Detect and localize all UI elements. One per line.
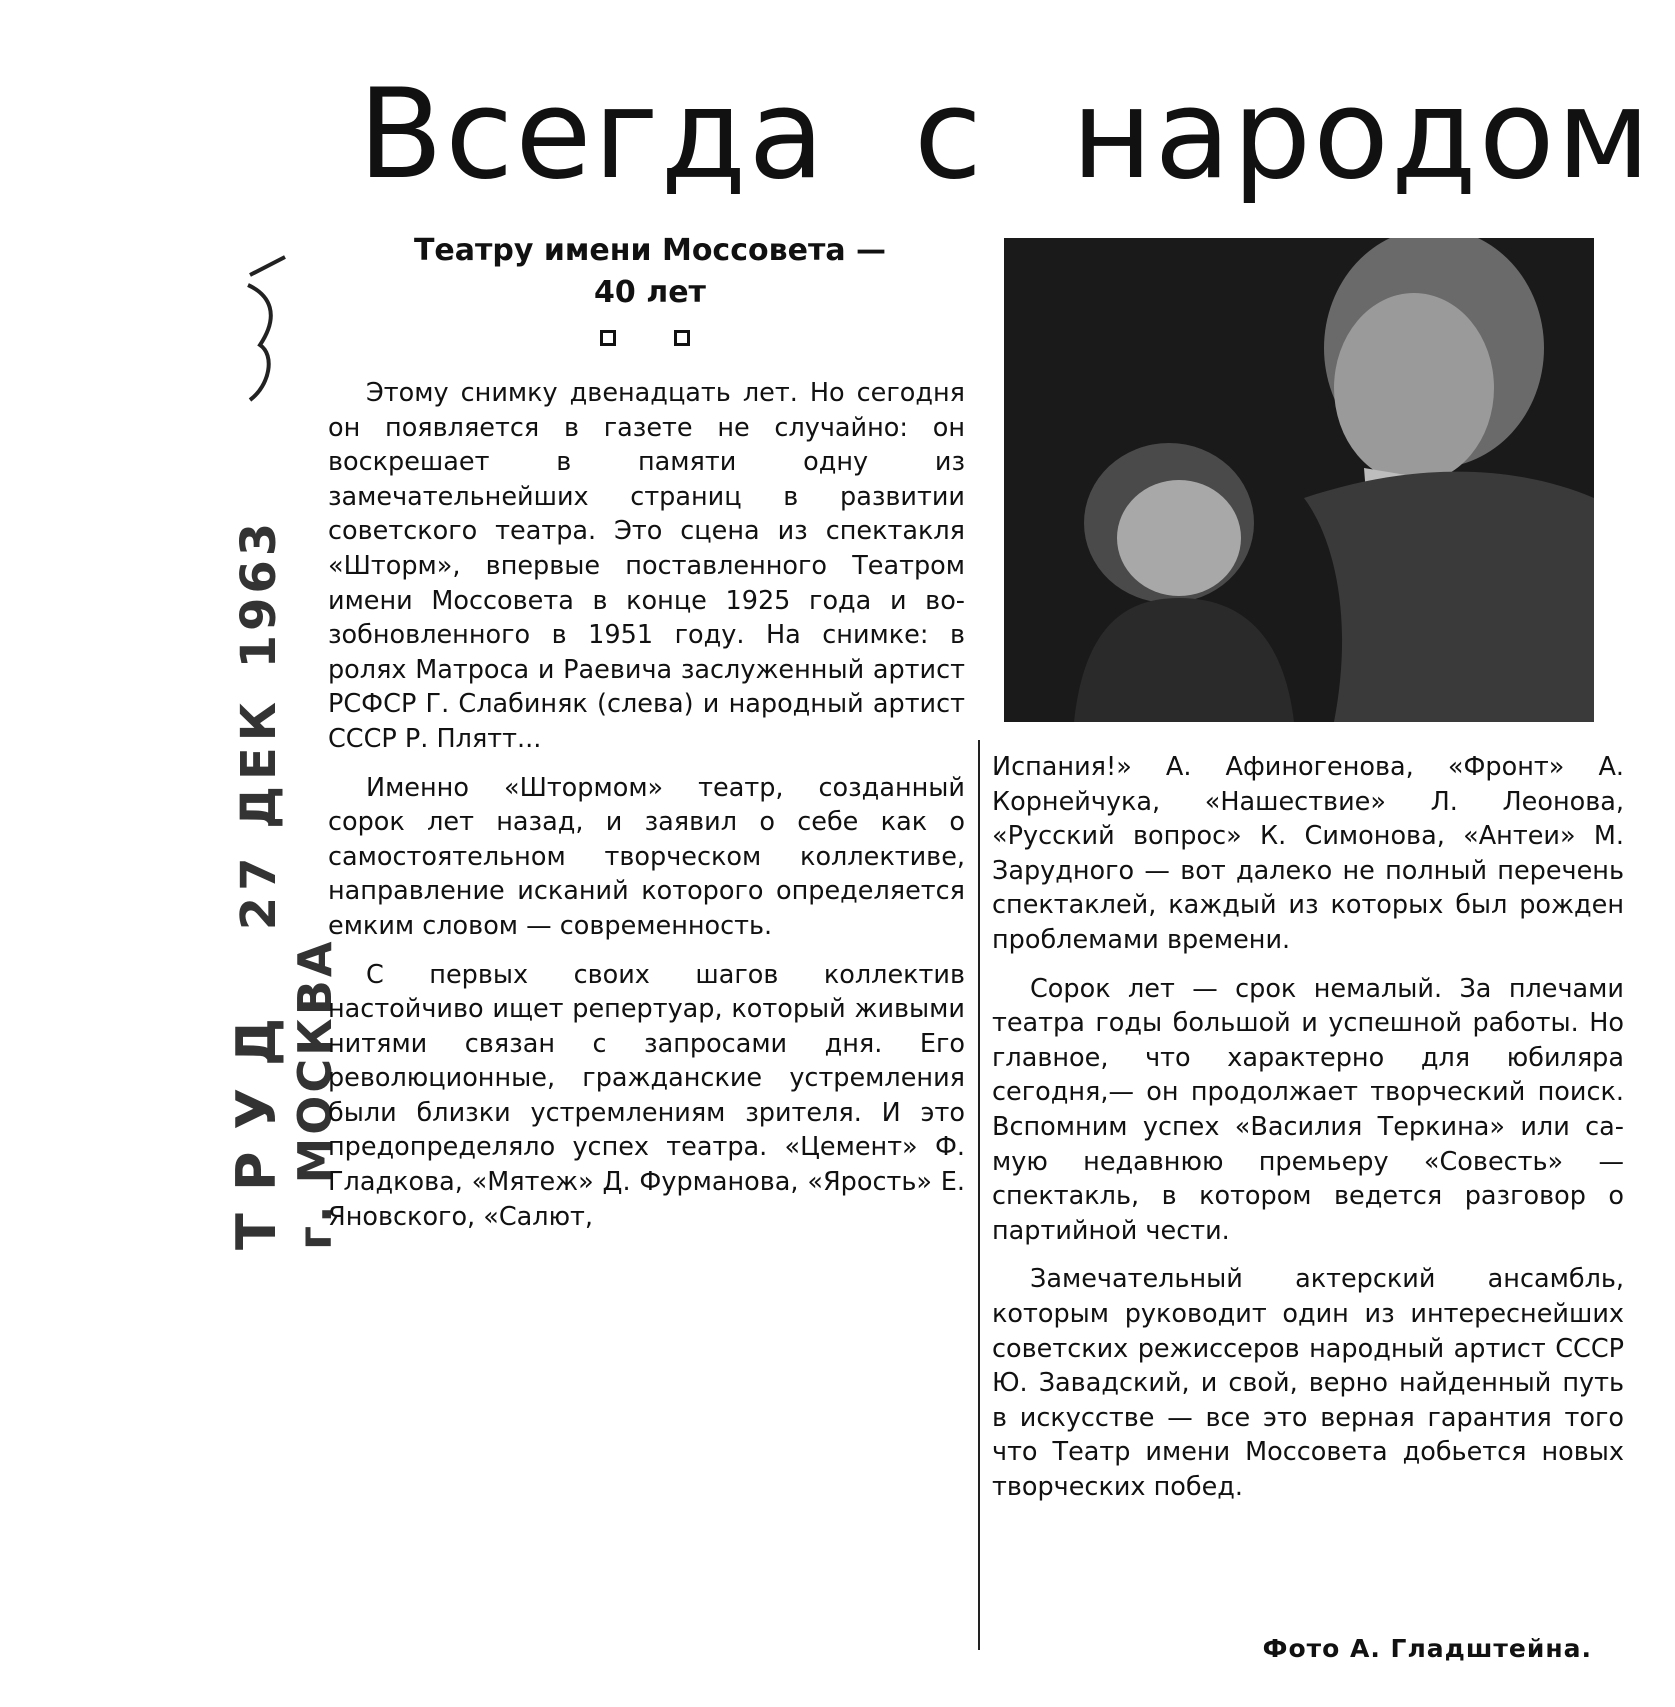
subheading-line1: Театру имени Моссовета — (413, 233, 887, 268)
archive-stamp (225, 150, 289, 1250)
stamp-newspaper: ТРУД (225, 995, 288, 1250)
stage-photo (1004, 238, 1594, 722)
headline: Всегда с народом (358, 63, 1653, 207)
stamp-year: 1963 (231, 518, 287, 669)
article-column-1 (328, 376, 965, 1248)
ornament-square-icon (600, 330, 616, 346)
stamp-city: г. МОСКВА (288, 938, 342, 1250)
stage-photo-image (1004, 238, 1594, 722)
ornament-square-icon (674, 330, 690, 346)
paragraph: Этому снимку двенадцать лет. Но сегодня он появляется в газете не случайно: он воскрешает в памяти одну из замечательнейших страниц в развитии советского театра. Это сцена из спектакля «Шторм», впервые поставленного Театром имени Моссовета в конце 1925 года и возобновленного в 1951 году. На снимке: в ролях Матроса и Раевича заслуженный артист РСФСР Г. Слабиняк (слева) и народный артист СССР Р. Плятт... (328, 378, 965, 754)
subheading-line2: 40 лет (594, 275, 706, 310)
article-column-2 (992, 750, 1624, 1518)
ornament (600, 330, 690, 346)
stamp-date: 27 ДЕК (231, 696, 287, 931)
paragraph: С первых своих шагов коллектив настойчиво ищет репертуар, который живыми нитями связан с запросами дня. Его революционные, гражданские устремления были близки устремлениям зрителя. И это предопределяло успех театра. «Цемент» Ф. Гладкова, «Мятеж» Д. Фурманова, «Ярость» Е. Яновского, «Салют, (328, 959, 965, 1232)
paragraph: Сорок лет — срок немалый. За плечами театра годы большой и успешной работы. Но главное, что характерно для юбиляра сегодня,— он продолжает творческий поиск. Вспомним успех «Василия Теркина» или самую недавнюю премьеру «Совесть» — спектакль, в котором ведется разговор о партийной чести. (992, 973, 1624, 1246)
paragraph: Именно «Штормом» театр, созданный сорок лет назад, и заявил о себе как о самостоятельном творческом коллективе, направление исканий которого определяется емким словом — современность. (328, 772, 965, 941)
column-divider (978, 740, 980, 1650)
photo-credit: Фото А. Гладштейна. (1262, 1634, 1592, 1663)
subheading (340, 230, 960, 314)
paragraph: Испания!» А. Афиногенова, «Фронт» А. Корнейчука, «Нашествие» Л. Леонова, «Русский вопрос» К. Симонова, «Антеи» М. Зарудного — вот далеко не полный перечень спектаклей, каждый из которых был рожден проблемами времени. (992, 752, 1624, 955)
paragraph: Замечательный актерский ансамбль, которым руководит один из интереснейших советских режиссеров народный артист СССР Ю. Завадский, и свой, верно найденный путь в искусстве — все это верная гарантия того что Театр имени Моссовета добьется новых творческих побед. (992, 1264, 1624, 1502)
